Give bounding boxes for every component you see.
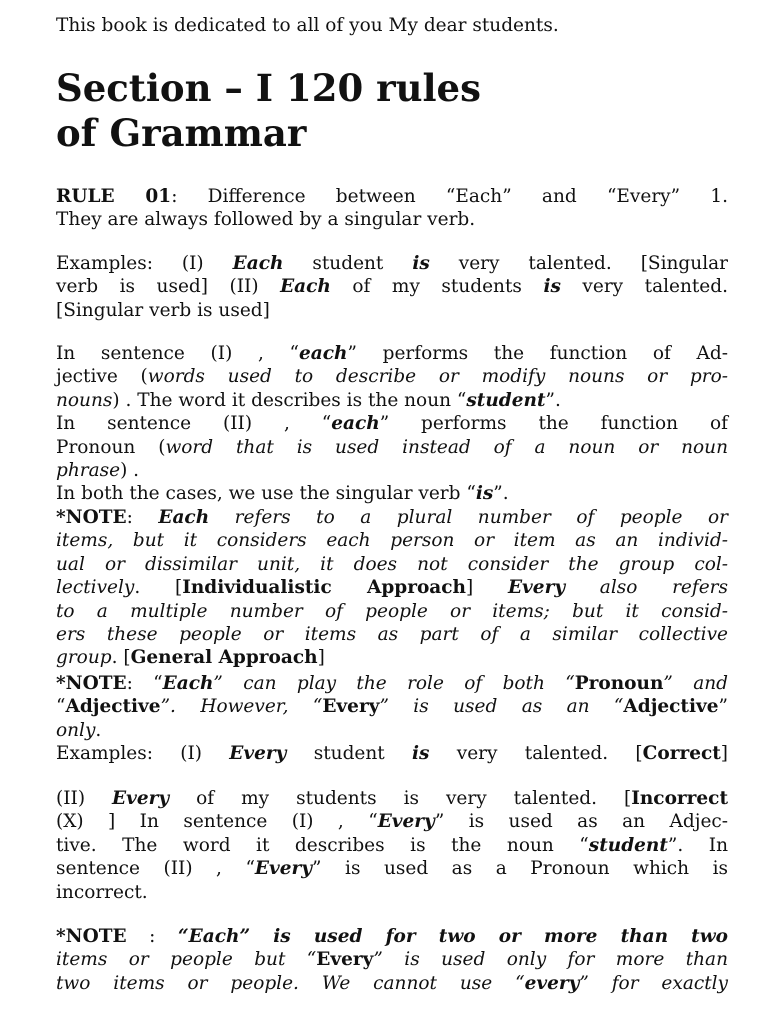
text-span: items or people but “ [56,949,317,971]
text-span: ” performs the function of Ad- [347,343,728,364]
text-line [56,948,728,971]
text-span: Incorrect [631,788,728,809]
text-line [56,412,728,435]
text-line [56,482,728,505]
text-span: Every [112,788,170,809]
text-span: Each [232,253,284,274]
text-span: In sentence (I) , “ [56,343,299,364]
text-span: Every [229,743,287,765]
text-line [412,743,429,764]
text-span: tive. The word it describes is the noun “ [56,834,589,856]
text-line [56,185,728,208]
text-span: : “ [126,673,163,694]
text-line [56,436,728,459]
text-span: to a multiple number of people or items; but it consid- [56,600,728,622]
text-span: General Approach [130,647,318,669]
text-span: Every [377,811,435,833]
text-span: sentence (II) , “ [56,858,255,880]
text-span: Correct [642,743,721,765]
text-line [508,577,565,598]
text-line [476,483,493,504]
text-span: student [466,389,546,411]
text-span: verb is used] (II) [56,276,281,298]
text-span: student [283,253,413,274]
text-span: ] [317,647,325,669]
text-line [56,719,728,742]
text-span: [Singular verb is used] [56,299,270,321]
note-label: *NOTE [56,926,127,947]
text-span: ) . The word it describes is the noun “ [112,389,467,411]
text-span: ”. However, “ [160,696,323,718]
text-span: jective ( [56,366,148,388]
dedication-line: This book is dedicated to all of you My dear students. [56,15,559,36]
text-span: Every [507,577,566,599]
text-span: lectively [56,577,135,599]
text-span: : [126,926,179,947]
text-line [56,857,728,880]
text-span: only [56,719,96,741]
text-line [56,252,728,275]
text-line [158,507,209,528]
section-title-line-1: Section – I 120 rules [56,66,481,110]
text-span: nouns [56,389,113,411]
text-line [56,810,728,833]
section-title [56,66,728,156]
note-paragraph-3 [56,925,728,995]
text-span: . [ [134,577,183,599]
text-span: ” is used as an Adjec- [434,811,728,833]
text-span: phrase [56,460,121,482]
text-line [233,253,284,274]
text-span: . [95,719,102,741]
text-span: very talented. [560,276,728,298]
text-span: Every [316,949,374,971]
text-span: ers these people or items as part of a similar collective [56,624,728,646]
text-span: is [412,253,430,274]
text-span: word that is used instead of a noun or noun [165,436,728,458]
note-paragraph-1 [56,506,728,670]
text-span: (X) ] In sentence (I) , “ [56,811,378,833]
text-line [56,553,728,576]
text-span: In both the cases, we use the singular verb “ [56,483,476,505]
text-line [178,926,728,947]
text-span: ” for exactly [579,972,729,994]
text-line [525,973,580,994]
text-line [56,529,728,552]
rule-label: RULE 01 [56,186,172,207]
text-line [56,576,728,599]
text-span: incorrect. [56,881,148,903]
text-span: Every [254,858,313,880]
note-paragraph-2 [56,672,728,766]
text-span: very talented. [Singular [429,253,728,274]
text-span: Individualistic Approach [182,577,467,599]
text-span: is [412,743,430,765]
section-title-line-2: of Grammar [56,111,307,155]
text-line [56,365,728,388]
text-line [589,835,668,856]
text-span: ] [466,577,508,599]
text-span: In sentence (II) , “ [56,413,332,435]
note-label: *NOTE [56,507,127,528]
text-span: Pronoun [574,673,664,694]
text-span: Every [322,696,380,718]
text-span: Examples: (I) [56,253,233,274]
text-span: ”. [493,483,509,505]
text-line [331,413,379,434]
text-span: each [331,413,380,435]
text-span: “ [56,696,66,718]
text-span: Adjective [65,696,161,718]
text-line [280,276,331,297]
text-span: Each [280,276,331,298]
text-span: ” is used as a Pronoun which is [312,858,728,880]
text-line [163,673,214,694]
text-span: (II) [56,788,113,809]
text-line [229,743,286,764]
text-line [412,253,429,274]
text-span: Pronoun ( [56,436,166,458]
text-line [56,459,728,482]
text-span: group [56,647,112,669]
text-span: very talented. [ [429,743,643,765]
text-line [255,858,312,879]
text-span: Each [158,507,210,528]
text-span: : Difference between “Each” and “Every” 1. [171,186,728,207]
text-span: ” performs the function of [379,413,728,435]
text-span: every [524,972,580,994]
text-span: also refers [565,577,729,599]
text-line [56,275,728,298]
text-line [378,811,435,832]
examples-paragraph-1 [56,252,728,322]
text-span: . [ [111,647,131,669]
text-span: two items or people. We cannot use “ [56,972,525,994]
text-span: student [588,834,668,856]
text-line [56,506,728,529]
text-line [56,695,728,718]
text-span: “Each” is used for two or more than two [178,926,728,947]
text-span: student [286,743,413,765]
text-span: is [543,276,561,298]
text-line [56,834,728,857]
text-span: ”. In [667,834,728,856]
text-line [56,672,728,695]
text-span: ” [718,696,728,718]
text-span: is [475,483,494,505]
text-span: : [126,507,159,528]
text-span: words used to describe or modify nouns or pro- [147,366,728,388]
text-span: of my students [330,276,544,298]
text-span: ” is used only for more than [373,949,728,971]
text-span: Each [162,673,214,694]
rule-01-paragraph [56,185,728,232]
text-span: Examples: (I) [56,743,230,765]
text-span: items, but it considers each person or item as an individ- [56,530,728,552]
text-line [56,972,728,995]
text-span: ) . [120,460,140,482]
text-span: Adjective [623,696,719,718]
text-line [112,788,169,809]
text-span: ”. [545,389,561,411]
text-line [299,343,347,364]
text-span: each [298,343,348,364]
text-line [56,389,728,412]
note-label: *NOTE [56,673,127,694]
explanation-paragraph-1 [56,342,728,506]
text-span: of my students is very talented. [ [169,788,632,809]
text-line [56,925,728,948]
text-line [56,600,728,623]
text-line [466,390,545,411]
text-line [543,276,560,297]
text-line [56,623,728,646]
text-span: ual or dissimilar unit, it does not consider the group col- [56,553,728,575]
text-span: ” can play the role of both “ [213,673,575,694]
text-line [56,742,728,765]
text-span: ] [720,743,728,765]
text-line [56,787,728,810]
text-span: ” and [663,673,728,694]
explanation-paragraph-2 [56,787,728,904]
text-span: refers to a plural number of people or [209,507,728,528]
text-span: ” is used as an “ [379,696,624,718]
text-span: They are always followed by a singular verb. [56,209,476,231]
text-line [56,342,728,365]
text-line [56,646,728,669]
